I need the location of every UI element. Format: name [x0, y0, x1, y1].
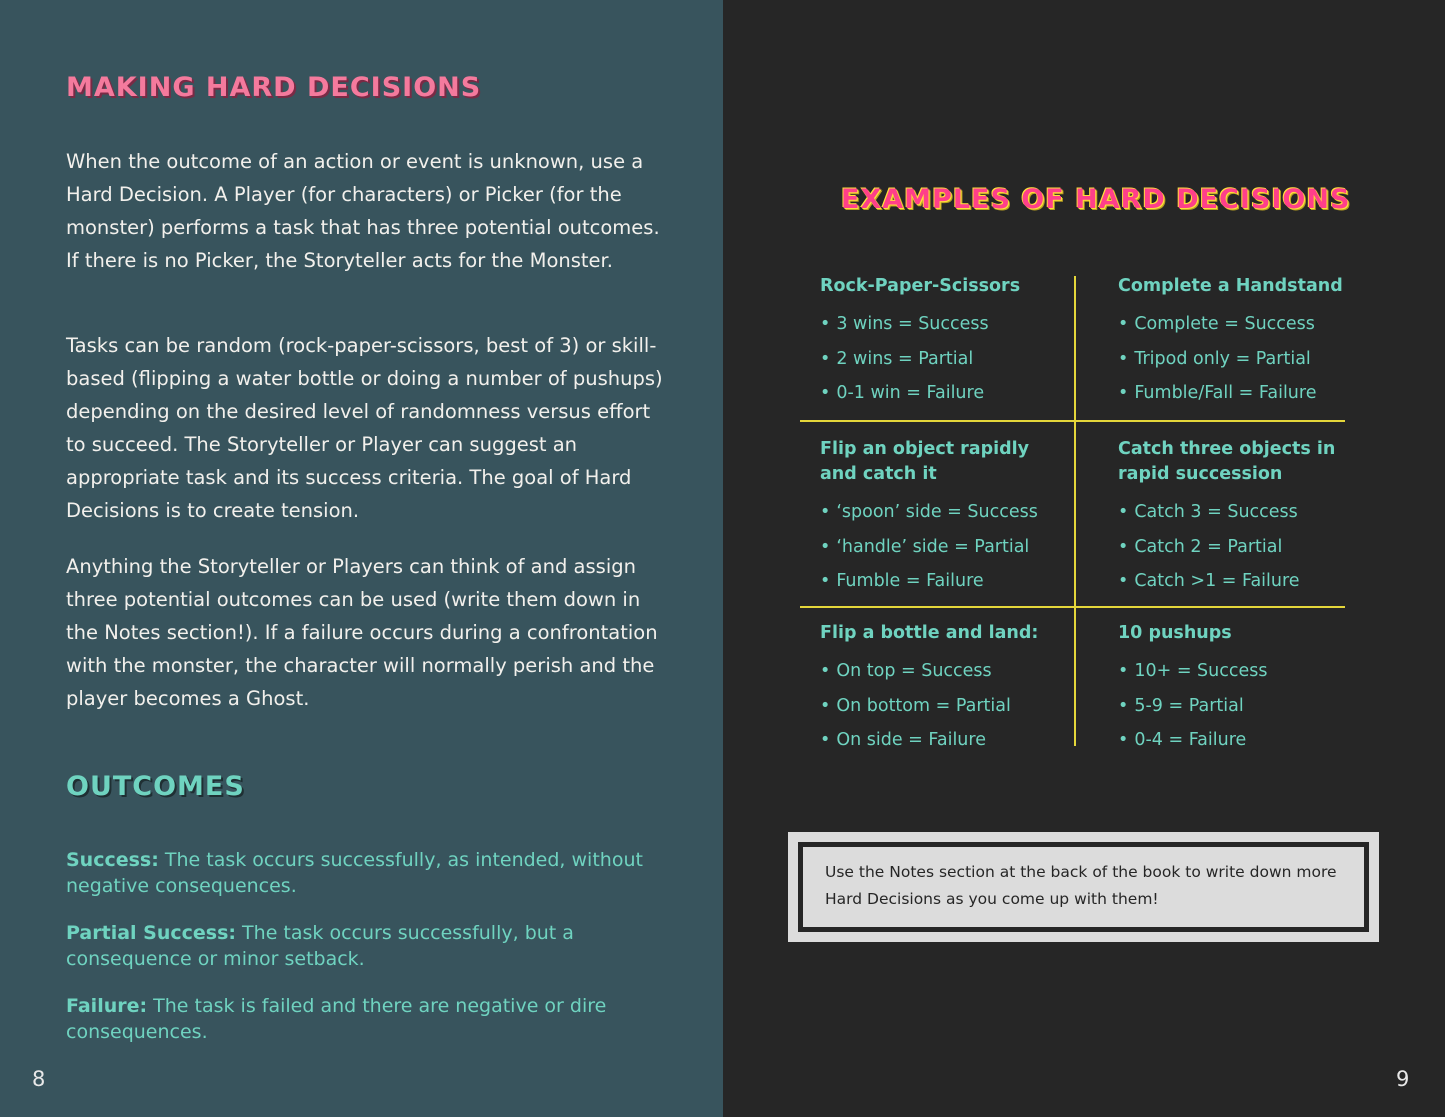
- example-title: 10 pushups: [1118, 623, 1232, 643]
- outcome-label: Failure:: [66, 995, 148, 1017]
- list-item: • Catch 3 = Success: [1118, 502, 1298, 522]
- bullet-icon: •: [1118, 730, 1129, 750]
- outcome-text: The task occurs successfully, as intended, without negative consequences.: [66, 849, 643, 897]
- bullet-icon: •: [1118, 502, 1129, 522]
- page-number-left: 8: [32, 1067, 46, 1091]
- outcome-text: The task is failed and there are negative or dire consequences.: [66, 995, 607, 1043]
- example-list: [820, 307, 1065, 411]
- outcome-text: The task occurs successfully, but a consequence or minor setback.: [66, 922, 574, 970]
- tasks-paragraph: Tasks can be random (rock-paper-scissors, best of 3) or skill-based (flipping a water bottle or doing a number of pushups) depending on the desired level of randomness versus effort to succeed. The Storyteller or Player can suggest an appropriate task and its success criteria. The goal of Hard Decisions is to create tension.: [66, 334, 663, 522]
- examples-heading: EXAMPLES OF HARD DECISIONS: [841, 184, 1351, 215]
- bullet-icon: •: [820, 348, 831, 369]
- example-flip-bottle: [820, 621, 1065, 758]
- outcome-partial-success: [66, 920, 666, 972]
- example-handstand: [1118, 274, 1363, 411]
- grid-vertical-divider: [1074, 276, 1076, 746]
- list-item: • Catch 2 = Partial: [1118, 536, 1283, 557]
- bullet-icon: •: [1118, 661, 1129, 681]
- example-catch-three: [1118, 437, 1363, 599]
- list-item: • ‘handle’ side = Partial: [820, 536, 1030, 557]
- bullet-icon: •: [820, 571, 831, 591]
- example-title: Flip an object rapidly and catch it: [820, 439, 1030, 484]
- example-title: Flip a bottle and land:: [820, 623, 1039, 643]
- bullet-icon: •: [820, 502, 831, 522]
- list-item: • On bottom = Partial: [820, 695, 1011, 716]
- outcome-label: Success:: [66, 849, 159, 871]
- example-pushups: [1118, 621, 1363, 758]
- example-list: [1118, 495, 1363, 599]
- outcome-label: Partial Success:: [66, 922, 236, 944]
- intro-paragraph: When the outcome of an action or event is unknown, use a Hard Decision. A Player (for characters) or Picker (for the monster) performs a task that has three potential outcomes. If there is no Picker, the Storyteller acts for the Monster.: [66, 150, 660, 272]
- list-item: • 0-4 = Failure: [1118, 730, 1247, 750]
- outcome-success: [66, 847, 666, 899]
- bullet-icon: •: [1118, 695, 1129, 716]
- notes-callout-box: [788, 832, 1379, 942]
- bullet-icon: •: [1118, 314, 1129, 334]
- example-list: [820, 495, 1065, 599]
- bullet-icon: •: [820, 383, 831, 403]
- list-item: • 10+ = Success: [1118, 661, 1268, 681]
- notes-callout-inner: [798, 842, 1369, 932]
- bullet-icon: •: [820, 314, 831, 334]
- list-item: • 2 wins = Partial: [820, 348, 974, 369]
- bullet-icon: •: [820, 730, 831, 750]
- list-item: • Fumble/Fall = Failure: [1118, 383, 1317, 403]
- grid-horizontal-divider: [800, 420, 1345, 422]
- outcome-failure: [66, 993, 666, 1045]
- list-item: • Fumble = Failure: [820, 571, 984, 591]
- anything-paragraph: Anything the Storyteller or Players can think of and assign three potential outcomes can be used (write them down in the Notes section!). If a failure occurs during a confrontation with the monster, the character will normally perish and the player becomes a Ghost.: [66, 555, 658, 710]
- list-item: • 5-9 = Partial: [1118, 695, 1244, 716]
- bullet-icon: •: [820, 661, 831, 681]
- example-list: [820, 654, 1065, 758]
- page-number-right: 9: [1396, 1067, 1410, 1091]
- list-item: • Complete = Success: [1118, 314, 1315, 334]
- list-item: • Catch >1 = Failure: [1118, 571, 1300, 591]
- bullet-icon: •: [1118, 571, 1129, 591]
- example-title: Catch three objects in rapid succession: [1118, 439, 1336, 484]
- bullet-icon: •: [820, 536, 831, 557]
- example-title: Complete a Handstand: [1118, 276, 1343, 296]
- bullet-icon: •: [820, 695, 831, 716]
- list-item: • On side = Failure: [820, 730, 986, 750]
- list-item: • 3 wins = Success: [820, 314, 989, 334]
- example-flip-object: [820, 437, 1065, 599]
- bullet-icon: •: [1118, 348, 1129, 369]
- bullet-icon: •: [1118, 536, 1129, 557]
- grid-horizontal-divider: [800, 606, 1345, 608]
- example-rock-paper-scissors: [820, 274, 1065, 411]
- example-list: [1118, 654, 1363, 758]
- example-list: [1118, 307, 1363, 411]
- making-hard-decisions-heading: MAKING HARD DECISIONS: [66, 72, 482, 103]
- example-title: Rock-Paper-Scissors: [820, 276, 1021, 296]
- list-item: • 0-1 win = Failure: [820, 383, 985, 403]
- list-item: • ‘spoon’ side = Success: [820, 502, 1038, 522]
- outcomes-heading: OUTCOMES: [66, 771, 245, 802]
- bullet-icon: •: [1118, 383, 1129, 403]
- list-item: • On top = Success: [820, 661, 992, 681]
- notes-callout-text: Use the Notes section at the back of the book to write down more Hard Decisions as you come up with them!: [825, 863, 1337, 908]
- list-item: • Tripod only = Partial: [1118, 348, 1311, 369]
